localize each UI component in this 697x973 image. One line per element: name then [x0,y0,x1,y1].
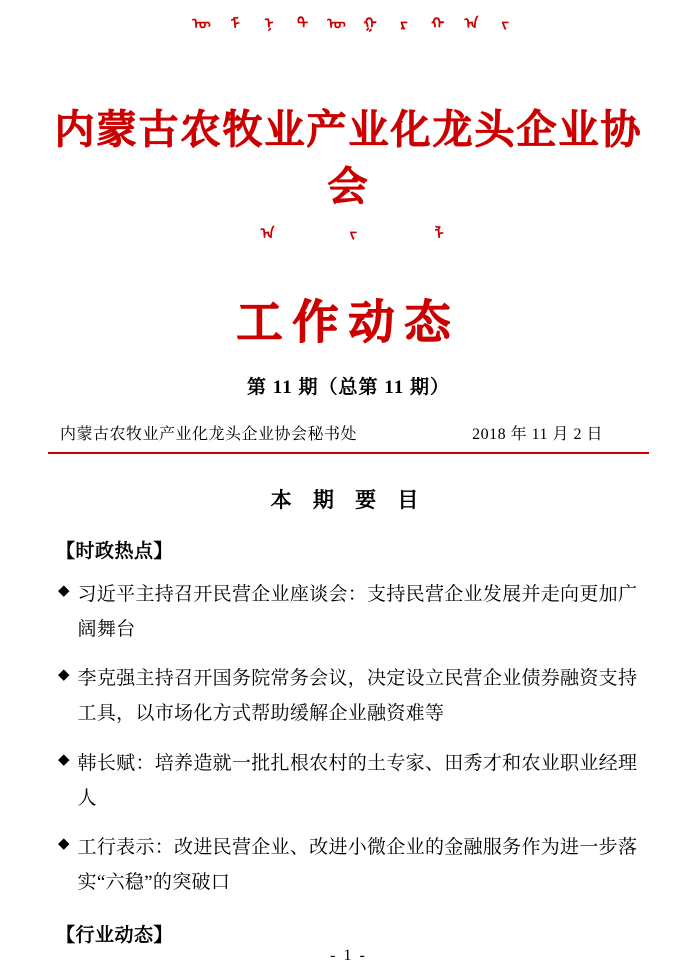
imprint [48,421,649,444]
mongolian-script-top [48,14,649,88]
bulletin-subtitle: 工作动态 [236,295,461,349]
header-divider [48,452,649,454]
mongolian-glyph: ᠭ [358,14,375,29]
diamond-bullet-icon: ◆ [58,835,70,852]
mongolian-glyph: ᠮ [223,14,240,29]
list-item-label: 习近平主持召开民营企业座谈会：支持民营企业发展并走向更加广阔舞台 [77,584,638,641]
contents-section [48,484,649,947]
list-item [58,577,649,647]
mongolian-glyph: ᠠ [255,224,272,239]
page-number: - 1 - [330,947,367,964]
mongolian-script-sub [48,224,649,272]
list-item [58,830,649,900]
contents-heading: 本 期 要 目 [270,488,427,512]
list-item-label: 工行表示：改进民营企业、改进小微企业的金融服务作为进一步落实“六稳”的突破口 [77,836,638,893]
section-heading-current-affairs: 【时政热点】 [56,541,174,562]
section-heading-industry-news: 【行业动态】 [56,925,174,947]
mongolian-glyph: ᠠ [459,14,476,29]
mongolian-glyph: ᠲ [290,14,307,29]
mongolian-glyph: ᠦ [324,14,341,29]
mongolian-glyph: ᠨ [257,14,273,29]
diamond-bullet-icon: ◆ [58,751,70,768]
list-item [58,661,649,731]
diamond-bullet-icon: ◆ [58,667,70,684]
list-item-label: 李克强主持召开国务院常务会议，决定设立民营企业债券融资支持工具，以市场化方式帮助缓解企业融资难等 [77,668,638,725]
masthead [48,0,649,454]
publisher-name: 内蒙古农牧业产业化龙头企业协会秘书处 [60,426,358,443]
mongolian-glyph: ᠵ [341,224,358,239]
issue-number: 第 11 期（总第 11 期） [247,377,450,398]
list-item [58,746,649,816]
publish-date: 2018 年 11 月 2 日 [472,426,603,443]
mongolian-glyph: ᠵ [493,14,510,29]
page-title: 内蒙古农牧业产业化龙头企业协会 [54,107,643,210]
mongolian-glyph: ᠦ [189,14,206,29]
diamond-bullet-icon: ◆ [58,583,70,599]
mongolian-glyph: ᠯ [427,224,444,239]
mongolian-glyph: ᠷ [392,14,408,29]
mongolian-glyph: ᠬ [425,14,442,29]
list-item-label: 韩长赋：培养造就一批扎根农村的土专家、田秀才和农业职业经理人 [77,752,638,809]
